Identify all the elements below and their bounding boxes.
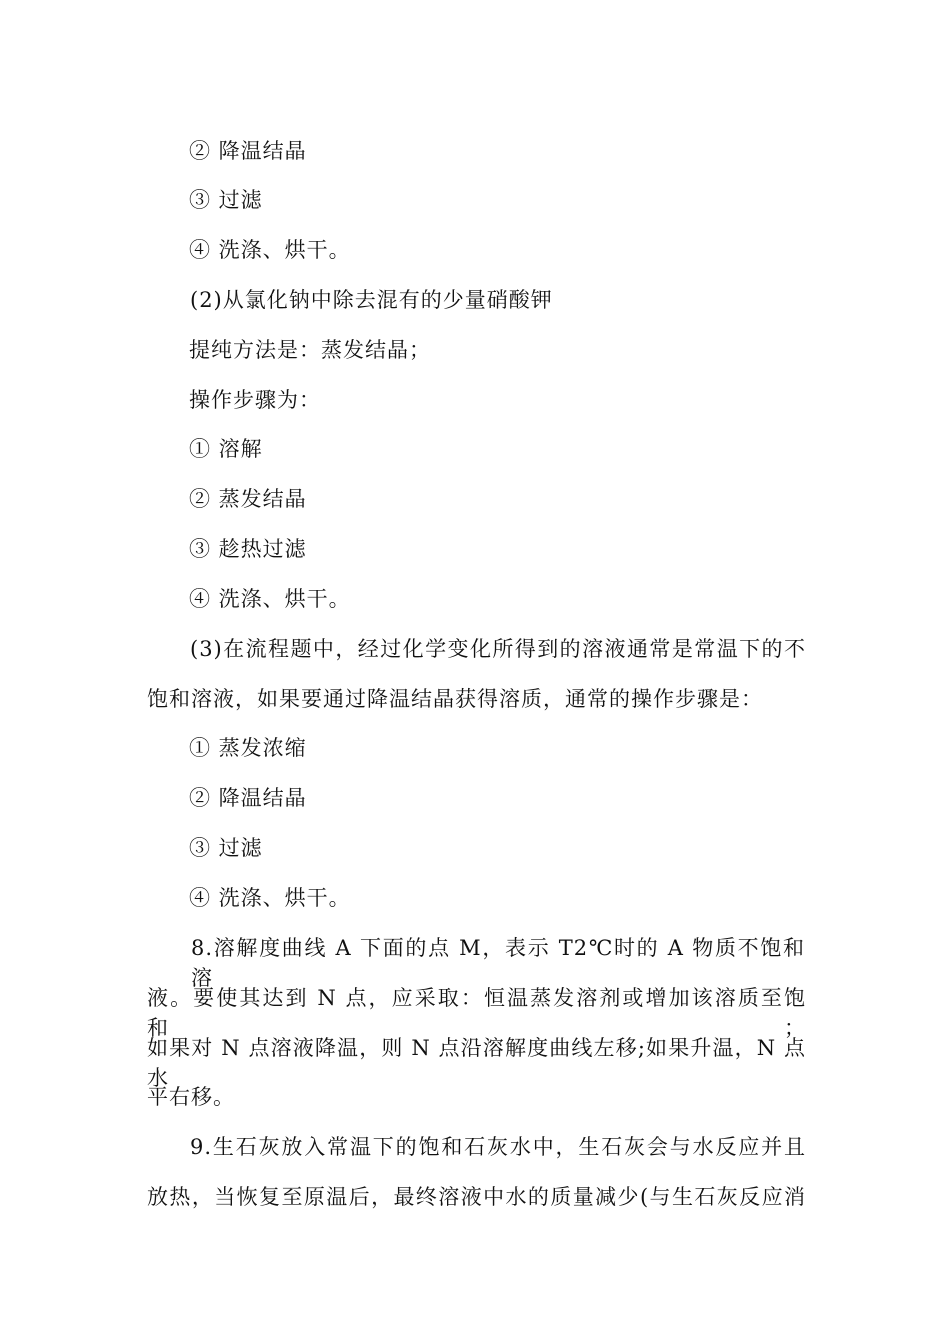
section-3-paragraph-line-1: (3)在流程题中，经过化学变化所得到的溶液通常是常温下的不 xyxy=(190,637,806,661)
step-evaporation-concentration: ① 蒸发浓缩 xyxy=(189,736,307,760)
step-washing-drying: ④ 洗涤、烘干。 xyxy=(189,587,351,611)
item-8-paragraph-line-3: 如果对 N 点溶液降温，则 N 点沿溶解度曲线左移;如果升温，N 点水 xyxy=(147,1036,806,1090)
step-filtration: ③ 过滤 xyxy=(189,836,263,860)
purification-method: 提纯方法是：蒸发结晶； xyxy=(189,338,431,362)
step-dissolve: ① 溶解 xyxy=(189,437,263,461)
step-cooling-crystallization: ② 降温结晶 xyxy=(189,786,307,810)
item-9-paragraph-line-2: 放热，当恢复至原温后，最终溶液中水的质量减少(与生石灰反应消 xyxy=(147,1185,806,1209)
step-washing-drying: ④ 洗涤、烘干。 xyxy=(189,886,351,910)
step-cooling-crystallization: ② 降温结晶 xyxy=(189,139,307,163)
step-washing-drying: ④ 洗涤、烘干。 xyxy=(189,238,351,262)
item-8-paragraph-line-2: 液。要使其达到 N 点，应采取：恒温蒸发溶剂或增加该溶质至饱和； xyxy=(147,986,806,1040)
item-8-paragraph-line-4: 平右移。 xyxy=(147,1085,235,1109)
steps-intro: 操作步骤为： xyxy=(189,388,321,412)
section-2-heading: (2)从氯化钠中除去混有的少量硝酸钾 xyxy=(190,288,553,312)
section-3-paragraph-line-2: 饱和溶液，如果要通过降温结晶获得溶质，通常的操作步骤是： xyxy=(147,687,763,711)
step-evaporation-crystallization: ② 蒸发结晶 xyxy=(189,487,307,511)
step-hot-filtration: ③ 趁热过滤 xyxy=(189,537,307,561)
step-filtration: ③ 过滤 xyxy=(189,188,263,212)
item-9-paragraph-line-1: 9.生石灰放入常温下的饱和石灰水中，生石灰会与水反应并且 xyxy=(190,1135,806,1159)
item-8-paragraph-line-1: 8.溶解度曲线 A 下面的点 M，表示 T2℃时的 A 物质不饱和溶 xyxy=(191,936,805,990)
